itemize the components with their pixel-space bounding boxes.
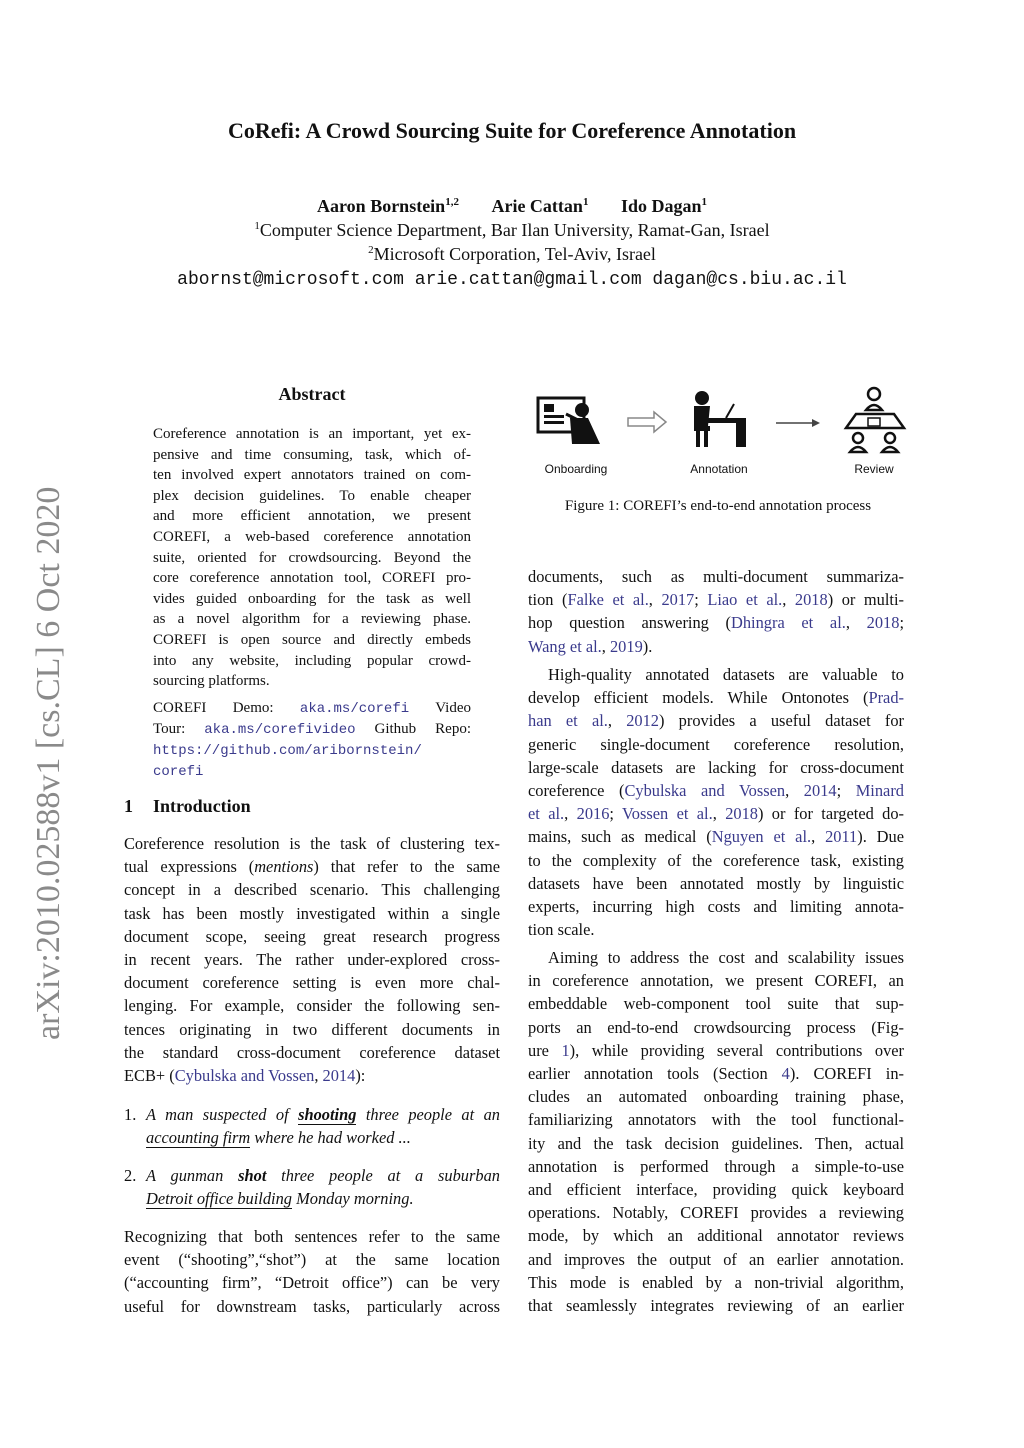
figure-label: Review bbox=[854, 462, 894, 476]
abstract-line: core coreference annotation tool, COREFI pro- bbox=[153, 570, 471, 587]
paper-title: CoRefi: A Crowd Sourcing Suite for Coreference Annotation bbox=[227, 118, 797, 143]
abstract-body bbox=[153, 424, 471, 782]
text-line: the standard cross-document coreference dataset bbox=[124, 1042, 500, 1062]
text-line: in coreference annotation, we present COREFI, an bbox=[528, 971, 904, 991]
text-line: that seamlessly integrates reviewing of an earlier bbox=[528, 1296, 904, 1316]
example-2: 2. A gunman shot three people at a suburban Detroit office building Monday morning. bbox=[124, 1166, 500, 1209]
text-line: mains, such as medical (Nguyen et al., 2011). Due bbox=[528, 827, 904, 847]
author: Aaron Bornstein$^{1,2}$ bbox=[317, 196, 459, 216]
text-line: ity and the task decision guidelines. Then, actual bbox=[528, 1133, 904, 1153]
text-line: documents, such as multi-document summariza- bbox=[528, 567, 904, 586]
text-line: document scope, seeing great research progress bbox=[124, 926, 500, 946]
repo-link-cont[interactable]: corefi bbox=[153, 763, 204, 780]
author-list bbox=[0, 196, 1024, 217]
text-line: High-quality annotated datasets are valuable to bbox=[548, 665, 904, 684]
arxiv-stamp: arXiv:2010.02588v1 [cs.CL] 6 Oct 2020 bbox=[30, 486, 67, 1040]
abstract-line: COREFI, a web-based coreference annotation bbox=[153, 528, 471, 545]
figure-label: Onboarding bbox=[544, 462, 608, 476]
abstract-line: pensive and time consuming, task, which of- bbox=[153, 446, 471, 463]
annotation-icon bbox=[694, 391, 746, 447]
text-line: generic single-document coreference resolution, bbox=[528, 734, 904, 754]
abstract-line: and more efficient annotation, we present bbox=[153, 508, 471, 525]
text-line: tences originating in two different documents in bbox=[124, 1019, 500, 1039]
demo-link[interactable]: aka.ms/corefi bbox=[299, 700, 410, 717]
abstract-line: as a novel algorithm for a reviewing phase. bbox=[153, 611, 471, 628]
text-line: mode, by which an additional annotator reviews bbox=[528, 1226, 904, 1246]
text-line: annotation is performed through a simple-to-use bbox=[528, 1156, 904, 1176]
body-paragraph bbox=[528, 565, 904, 658]
text-line: tion scale. bbox=[528, 920, 595, 940]
repo-link[interactable]: https://github.com/aribornstein/ bbox=[153, 742, 422, 759]
abstract-line: into any website, including popular crowd- bbox=[153, 652, 471, 669]
text-line: lenging. For example, consider the following sen- bbox=[124, 996, 500, 1016]
text-line: large-scale datasets are lacking for cross-document bbox=[528, 757, 904, 777]
text-line: (“accounting firm”, “Detroit office”) can be very bbox=[124, 1273, 500, 1293]
video-link[interactable]: aka.ms/corefivideo bbox=[204, 722, 356, 739]
text-line: embeddable web-component tool suite that sup- bbox=[528, 994, 904, 1014]
text-line: earlier annotation tools (Section 4). COREFI in- bbox=[528, 1064, 904, 1084]
text-line: task has been mostly investigated within a single bbox=[124, 903, 500, 923]
text-line: ports an end-to-end crowdsourcing process (Fig- bbox=[528, 1017, 904, 1037]
text-line: This mode is enabled by a non-trivial algorithm, bbox=[528, 1272, 904, 1292]
abstract-line: ten involved expert annotators trained on com- bbox=[153, 467, 471, 484]
author-emails: abornst@microsoft.com arie.cattan@gmail.com dagan@cs.biu.ac.il bbox=[177, 270, 847, 290]
text-line: and efficient interface, providing quick keyboard bbox=[528, 1180, 904, 1200]
figure-1-diagram bbox=[528, 384, 908, 454]
text-line: han et al., 2012) provides a useful dataset for bbox=[528, 711, 904, 731]
abstract-line: vides guided onboarding for the task as well bbox=[153, 590, 471, 607]
text-line: event (“shooting”,“shot”) at the same location bbox=[124, 1250, 500, 1270]
arrow-icon bbox=[776, 419, 820, 427]
text-line: experts, incurring high costs and limiting annota- bbox=[528, 897, 904, 917]
affiliation: $^2$Microsoft Corporation, Tel-Aviv, Israel bbox=[368, 244, 656, 264]
text-line: cludes an automated onboarding training phase, bbox=[528, 1087, 904, 1107]
text-line: datasets have been annotated mostly by linguistic bbox=[528, 873, 904, 893]
text-line: concept in a described scenario. This challenging bbox=[124, 880, 500, 900]
author: Ido Dagan$^1$ bbox=[620, 196, 707, 216]
intro-paragraph bbox=[124, 832, 500, 1087]
text-line: tion (Falke et al., 2017; Liao et al., 2018) or multi- bbox=[528, 590, 904, 610]
abstract-line: suite, oriented for crowdsourcing. Beyond the bbox=[153, 549, 471, 566]
text-line: hop question answering (Dhingra et al., 2018; bbox=[528, 613, 904, 633]
demo-line: COREFI Demo: aka.ms/corefi Video bbox=[153, 699, 472, 717]
hollow-arrow-icon bbox=[628, 412, 666, 432]
body-paragraph bbox=[528, 946, 904, 1317]
abstract-heading: Abstract bbox=[278, 384, 346, 404]
abstract-line: sourcing platforms. bbox=[153, 673, 270, 690]
text-line: in recent years. The rather under-explored cross- bbox=[124, 950, 500, 970]
text-line: Coreference resolution is the task of clustering tex- bbox=[124, 834, 500, 853]
text-line: develop efficient models. While Ontonotes (Prad- bbox=[528, 688, 904, 708]
text-line: Aiming to address the cost and scalability issues bbox=[548, 948, 904, 967]
text-line: familiarizing annotators with the tool functional- bbox=[528, 1110, 904, 1130]
text-line: operations. Notably, COREFI provides a reviewing bbox=[528, 1203, 904, 1223]
abstract-line: Coreference annotation is an important, yet ex- bbox=[153, 426, 471, 442]
text-line: Recognizing that both sentences refer to the same bbox=[124, 1227, 500, 1246]
figure-caption: Figure 1: COREFI’s end-to-end annotation process bbox=[564, 498, 872, 514]
figure-label: Annotation bbox=[690, 462, 748, 476]
text-line: ure 1), while providing several contributions over bbox=[528, 1040, 904, 1060]
review-icon bbox=[846, 388, 904, 452]
section-heading: 1 Introduction bbox=[124, 796, 251, 816]
text-line: useful for downstream tasks, particularly across bbox=[124, 1296, 500, 1316]
abstract-line: plex decision guidelines. To enable cheaper bbox=[153, 487, 471, 504]
text-line: and improves the output of an earlier annotation. bbox=[528, 1249, 904, 1269]
text-line: document coreference setting is even more chal- bbox=[124, 973, 500, 993]
author: Arie Cattan$^1$ bbox=[491, 196, 589, 216]
text-line: et al., 2016; Vossen et al., 2018) or for targeted do- bbox=[528, 804, 905, 824]
intro-paragraph-2 bbox=[124, 1225, 500, 1318]
onboarding-icon bbox=[538, 398, 600, 444]
video-line: Tour: aka.ms/corefivideo Github Repo: bbox=[153, 721, 472, 739]
text-line: tual expressions (mentions) that refer to the same bbox=[124, 857, 500, 877]
figure-1 bbox=[528, 384, 908, 484]
text-line: Wang et al., 2019). bbox=[528, 636, 653, 656]
example-1: 1. A man suspected of shooting three people at an accounting firm where he had worked ... bbox=[124, 1105, 500, 1148]
text-line: ECB+ (Cybulska and Vossen, 2014): bbox=[124, 1066, 366, 1086]
text-line: coreference (Cybulska and Vossen, 2014; Minard bbox=[528, 781, 904, 801]
text-line: to the complexity of the coreference task, existing bbox=[528, 850, 904, 870]
abstract-line: COREFI is open source and directly embeds bbox=[153, 631, 471, 648]
body-paragraph bbox=[528, 663, 904, 941]
affiliation: $^1$Computer Science Department, Bar Ilan University, Ramat-Gan, Israel bbox=[254, 220, 770, 240]
